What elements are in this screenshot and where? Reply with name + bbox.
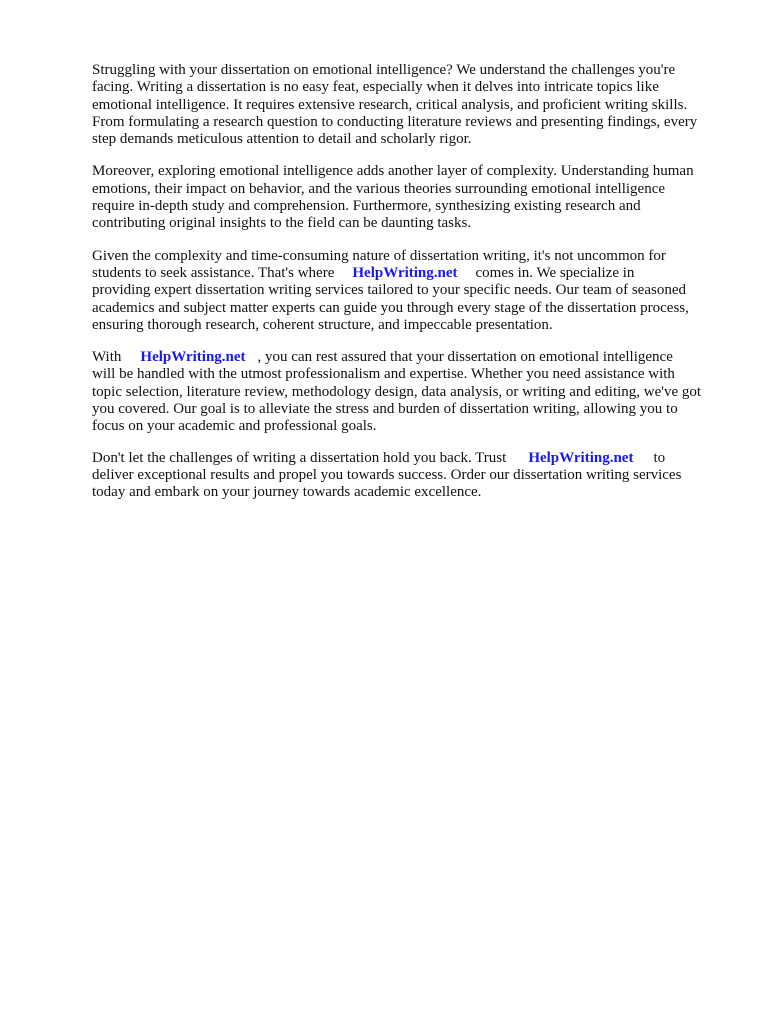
text-segment: comes in. We specialize in xyxy=(475,264,635,281)
text-segment: , you can rest assured that your dissertation on emotional intelligence xyxy=(257,349,673,366)
paragraph-intro xyxy=(92,62,732,148)
text-line: From formulating a research question to conducting literature reviews and presenting findings, every xyxy=(92,113,698,130)
text-line: academics and subject matter experts can guide you through every stage of the dissertation process, xyxy=(92,299,689,316)
paragraph-assistance xyxy=(92,248,732,334)
document-body xyxy=(92,62,732,502)
text-line: emotional intelligence. It requires extensive research, critical analysis, and proficient writing skills. xyxy=(92,96,688,113)
text-line: will be handled with the utmost professionalism and expertise. Whether you need assistance with xyxy=(92,366,675,383)
helpwriting-link[interactable]: HelpWriting.net xyxy=(140,349,246,366)
paragraph-closing xyxy=(92,450,732,502)
text-line: focus on your academic and professional goals. xyxy=(92,418,377,435)
helpwriting-link[interactable]: HelpWriting.net xyxy=(528,449,634,466)
text-line xyxy=(92,349,732,366)
text-line xyxy=(92,265,732,282)
text-segment: Don't let the challenges of writing a dissertation hold you back. Trust xyxy=(92,449,507,466)
text-line xyxy=(92,450,732,467)
text-line: Moreover, exploring emotional intelligence adds another layer of complexity. Understanding human xyxy=(92,163,694,180)
text-line: emotions, their impact on behavior, and the various theories surrounding emotional intelligence xyxy=(92,180,666,197)
text-line: contributing original insights to the field can be daunting tasks. xyxy=(92,215,472,232)
text-line: require in-depth study and comprehension. Furthermore, synthesizing existing research and xyxy=(92,198,641,215)
paragraph-complexity xyxy=(92,163,732,232)
text-line: providing expert dissertation writing services tailored to your specific needs. Our team of seasoned xyxy=(92,282,686,299)
text-line: you covered. Our goal is to alleviate the stress and burden of dissertation writing, allowing you to xyxy=(92,401,678,418)
paragraph-assurance xyxy=(92,349,732,435)
text-line: Given the complexity and time-consuming nature of dissertation writing, it's not uncommon for xyxy=(92,247,666,264)
text-segment: students to seek assistance. That's where xyxy=(92,264,335,281)
text-line: today and embark on your journey towards academic excellence. xyxy=(92,484,482,501)
helpwriting-link[interactable]: HelpWriting.net xyxy=(352,264,458,281)
text-line: ensuring thorough research, coherent structure, and impeccable presentation. xyxy=(92,316,553,333)
text-line: deliver exceptional results and propel you towards success. Order our dissertation writing services xyxy=(92,466,682,483)
text-line: Struggling with your dissertation on emotional intelligence? We understand the challenges you're xyxy=(92,62,676,78)
text-segment: With xyxy=(92,349,122,366)
text-line: facing. Writing a dissertation is no easy feat, especially when it delves into intricate topics like xyxy=(92,79,659,96)
text-line: topic selection, literature review, methodology design, data analysis, or writing and editing, we've got xyxy=(92,383,702,400)
text-line: step demands meticulous attention to detail and scholarly rigor. xyxy=(92,131,472,148)
text-segment: to xyxy=(653,449,666,466)
